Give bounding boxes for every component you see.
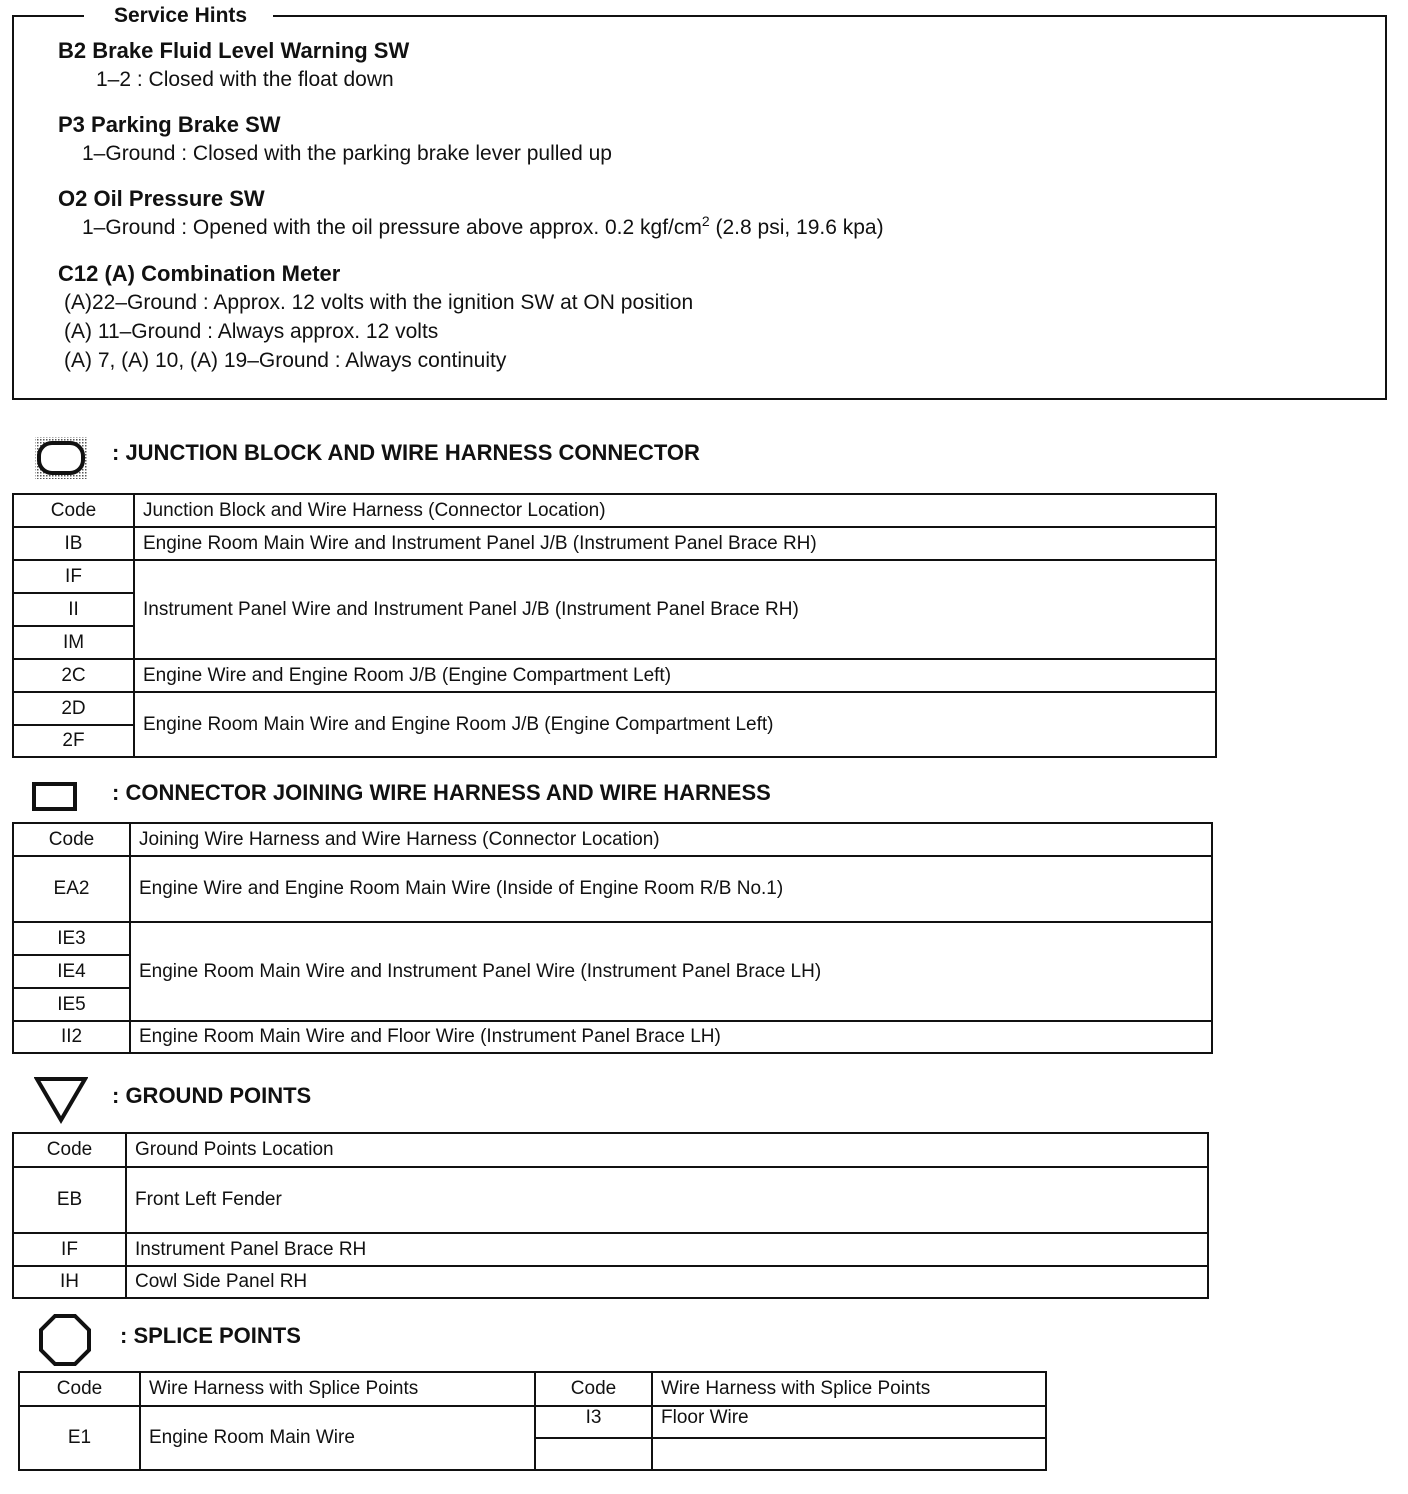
desc-cell: Engine Room Main Wire and Floor Wire (Instrument Panel Brace LH) xyxy=(130,1021,1212,1053)
junction-section-title: : JUNCTION BLOCK AND WIRE HARNESS CONNECTOR xyxy=(112,440,700,465)
desc-cell: Instrument Panel Wire and Instrument Panel J/B (Instrument Panel Brace RH) xyxy=(134,560,1216,659)
hint-heading: O2 Oil Pressure SW xyxy=(58,186,265,211)
service-hints-box xyxy=(12,4,1387,400)
desc-cell: Front Left Fender xyxy=(126,1167,1208,1233)
header-code: Code xyxy=(19,1372,140,1406)
code-cell: EA2 xyxy=(13,856,130,922)
table-row xyxy=(13,1233,1208,1266)
hint-line: 1–Ground : Closed with the parking brake lever pulled up xyxy=(82,142,612,165)
header-code: Code xyxy=(13,1133,126,1167)
table-header-row xyxy=(19,1372,1046,1406)
hint-brake-fluid xyxy=(58,37,409,94)
desc-cell: Engine Wire and Engine Room Main Wire (Inside of Engine Room R/B No.1) xyxy=(130,856,1212,922)
code-cell: IE4 xyxy=(13,955,130,988)
table-header-row xyxy=(13,823,1212,856)
desc-cell: Engine Room Main Wire xyxy=(140,1406,535,1470)
junction-block-icon xyxy=(34,436,88,480)
table-row xyxy=(13,659,1216,692)
splice-table xyxy=(18,1371,1047,1471)
header-code: Code xyxy=(13,823,130,856)
code-cell: IF xyxy=(13,1233,126,1266)
ground-triangle-icon xyxy=(34,1076,88,1124)
desc-cell: Instrument Panel Brace RH xyxy=(126,1233,1208,1266)
code-cell: EB xyxy=(13,1167,126,1233)
header-code: Code xyxy=(13,494,134,527)
superscript: 2 xyxy=(701,213,710,229)
table-row xyxy=(19,1406,1046,1438)
code-cell: 2C xyxy=(13,659,134,692)
splice-section-title: : SPLICE POINTS xyxy=(120,1323,301,1348)
desc-cell: Engine Room Main Wire and Instrument Panel J/B (Instrument Panel Brace RH) xyxy=(134,527,1216,560)
empty-cell xyxy=(652,1438,1046,1470)
hint-heading: B2 Brake Fluid Level Warning SW xyxy=(58,38,410,63)
ground-table xyxy=(12,1132,1209,1299)
hint-line: (A) 11–Ground : Always approx. 12 volts xyxy=(64,320,439,343)
code-cell: IE5 xyxy=(13,988,130,1021)
ground-section-title: : GROUND POINTS xyxy=(112,1083,312,1108)
hint-line: 1–2 : Closed with the float down xyxy=(96,68,394,91)
hint-oil-pressure xyxy=(58,185,884,242)
table-header-row xyxy=(13,1133,1208,1167)
code-cell: 2F xyxy=(13,725,134,757)
hint-line: (A) 7, (A) 10, (A) 19–Ground : Always continuity xyxy=(64,349,507,372)
junction-table xyxy=(12,493,1217,758)
service-hints-title: Service Hints xyxy=(84,2,273,30)
desc-cell: Cowl Side Panel RH xyxy=(126,1266,1208,1298)
code-cell: II xyxy=(13,593,134,626)
hint-heading: P3 Parking Brake SW xyxy=(58,112,281,137)
table-row xyxy=(13,1021,1212,1053)
table-row xyxy=(13,1167,1208,1233)
table-row xyxy=(13,922,1212,955)
hint-combination-meter xyxy=(58,260,693,375)
code-cell: IB xyxy=(13,527,134,560)
joining-section-title: : CONNECTOR JOINING WIRE HARNESS AND WIRE HARNESS xyxy=(112,780,771,805)
hint-parking-brake xyxy=(58,111,612,168)
header-desc: Ground Points Location xyxy=(126,1133,1208,1167)
hint-line: (A)22–Ground : Approx. 12 volts with the ignition SW at ON position xyxy=(64,291,694,314)
header-desc: Wire Harness with Splice Points xyxy=(140,1372,535,1406)
code-cell: II2 xyxy=(13,1021,130,1053)
table-header-row xyxy=(13,494,1216,527)
table-row xyxy=(13,527,1216,560)
table-row xyxy=(13,1266,1208,1298)
code-cell: 2D xyxy=(13,692,134,725)
connector-rectangle-icon xyxy=(32,782,78,812)
header-code: Code xyxy=(535,1372,652,1406)
header-desc: Joining Wire Harness and Wire Harness (Connector Location) xyxy=(130,823,1212,856)
splice-octagon-icon xyxy=(38,1313,92,1367)
header-desc: Junction Block and Wire Harness (Connector Location) xyxy=(134,494,1216,527)
joining-table xyxy=(12,822,1213,1054)
code-cell: I3 xyxy=(535,1406,652,1438)
hint-line-text: (2.8 psi, 19.6 kpa) xyxy=(709,216,884,239)
table-row xyxy=(13,856,1212,922)
header-desc: Wire Harness with Splice Points xyxy=(652,1372,1046,1406)
hint-heading: C12 (A) Combination Meter xyxy=(58,261,341,286)
hint-line xyxy=(58,213,884,242)
table-row xyxy=(13,560,1216,593)
code-cell: IH xyxy=(13,1266,126,1298)
empty-cell xyxy=(535,1438,652,1470)
desc-cell: Engine Room Main Wire and Engine Room J/B (Engine Compartment Left) xyxy=(134,692,1216,757)
code-cell: IE3 xyxy=(13,922,130,955)
code-cell: E1 xyxy=(19,1406,140,1470)
desc-cell: Floor Wire xyxy=(652,1406,1046,1438)
hint-line-text: 1–Ground : Opened with the oil pressure above approx. 0.2 kgf/cm xyxy=(82,216,702,239)
code-cell: IF xyxy=(13,560,134,593)
desc-cell: Engine Wire and Engine Room J/B (Engine Compartment Left) xyxy=(134,659,1216,692)
table-row xyxy=(13,692,1216,725)
desc-cell: Engine Room Main Wire and Instrument Panel Wire (Instrument Panel Brace LH) xyxy=(130,922,1212,1021)
code-cell: IM xyxy=(13,626,134,659)
